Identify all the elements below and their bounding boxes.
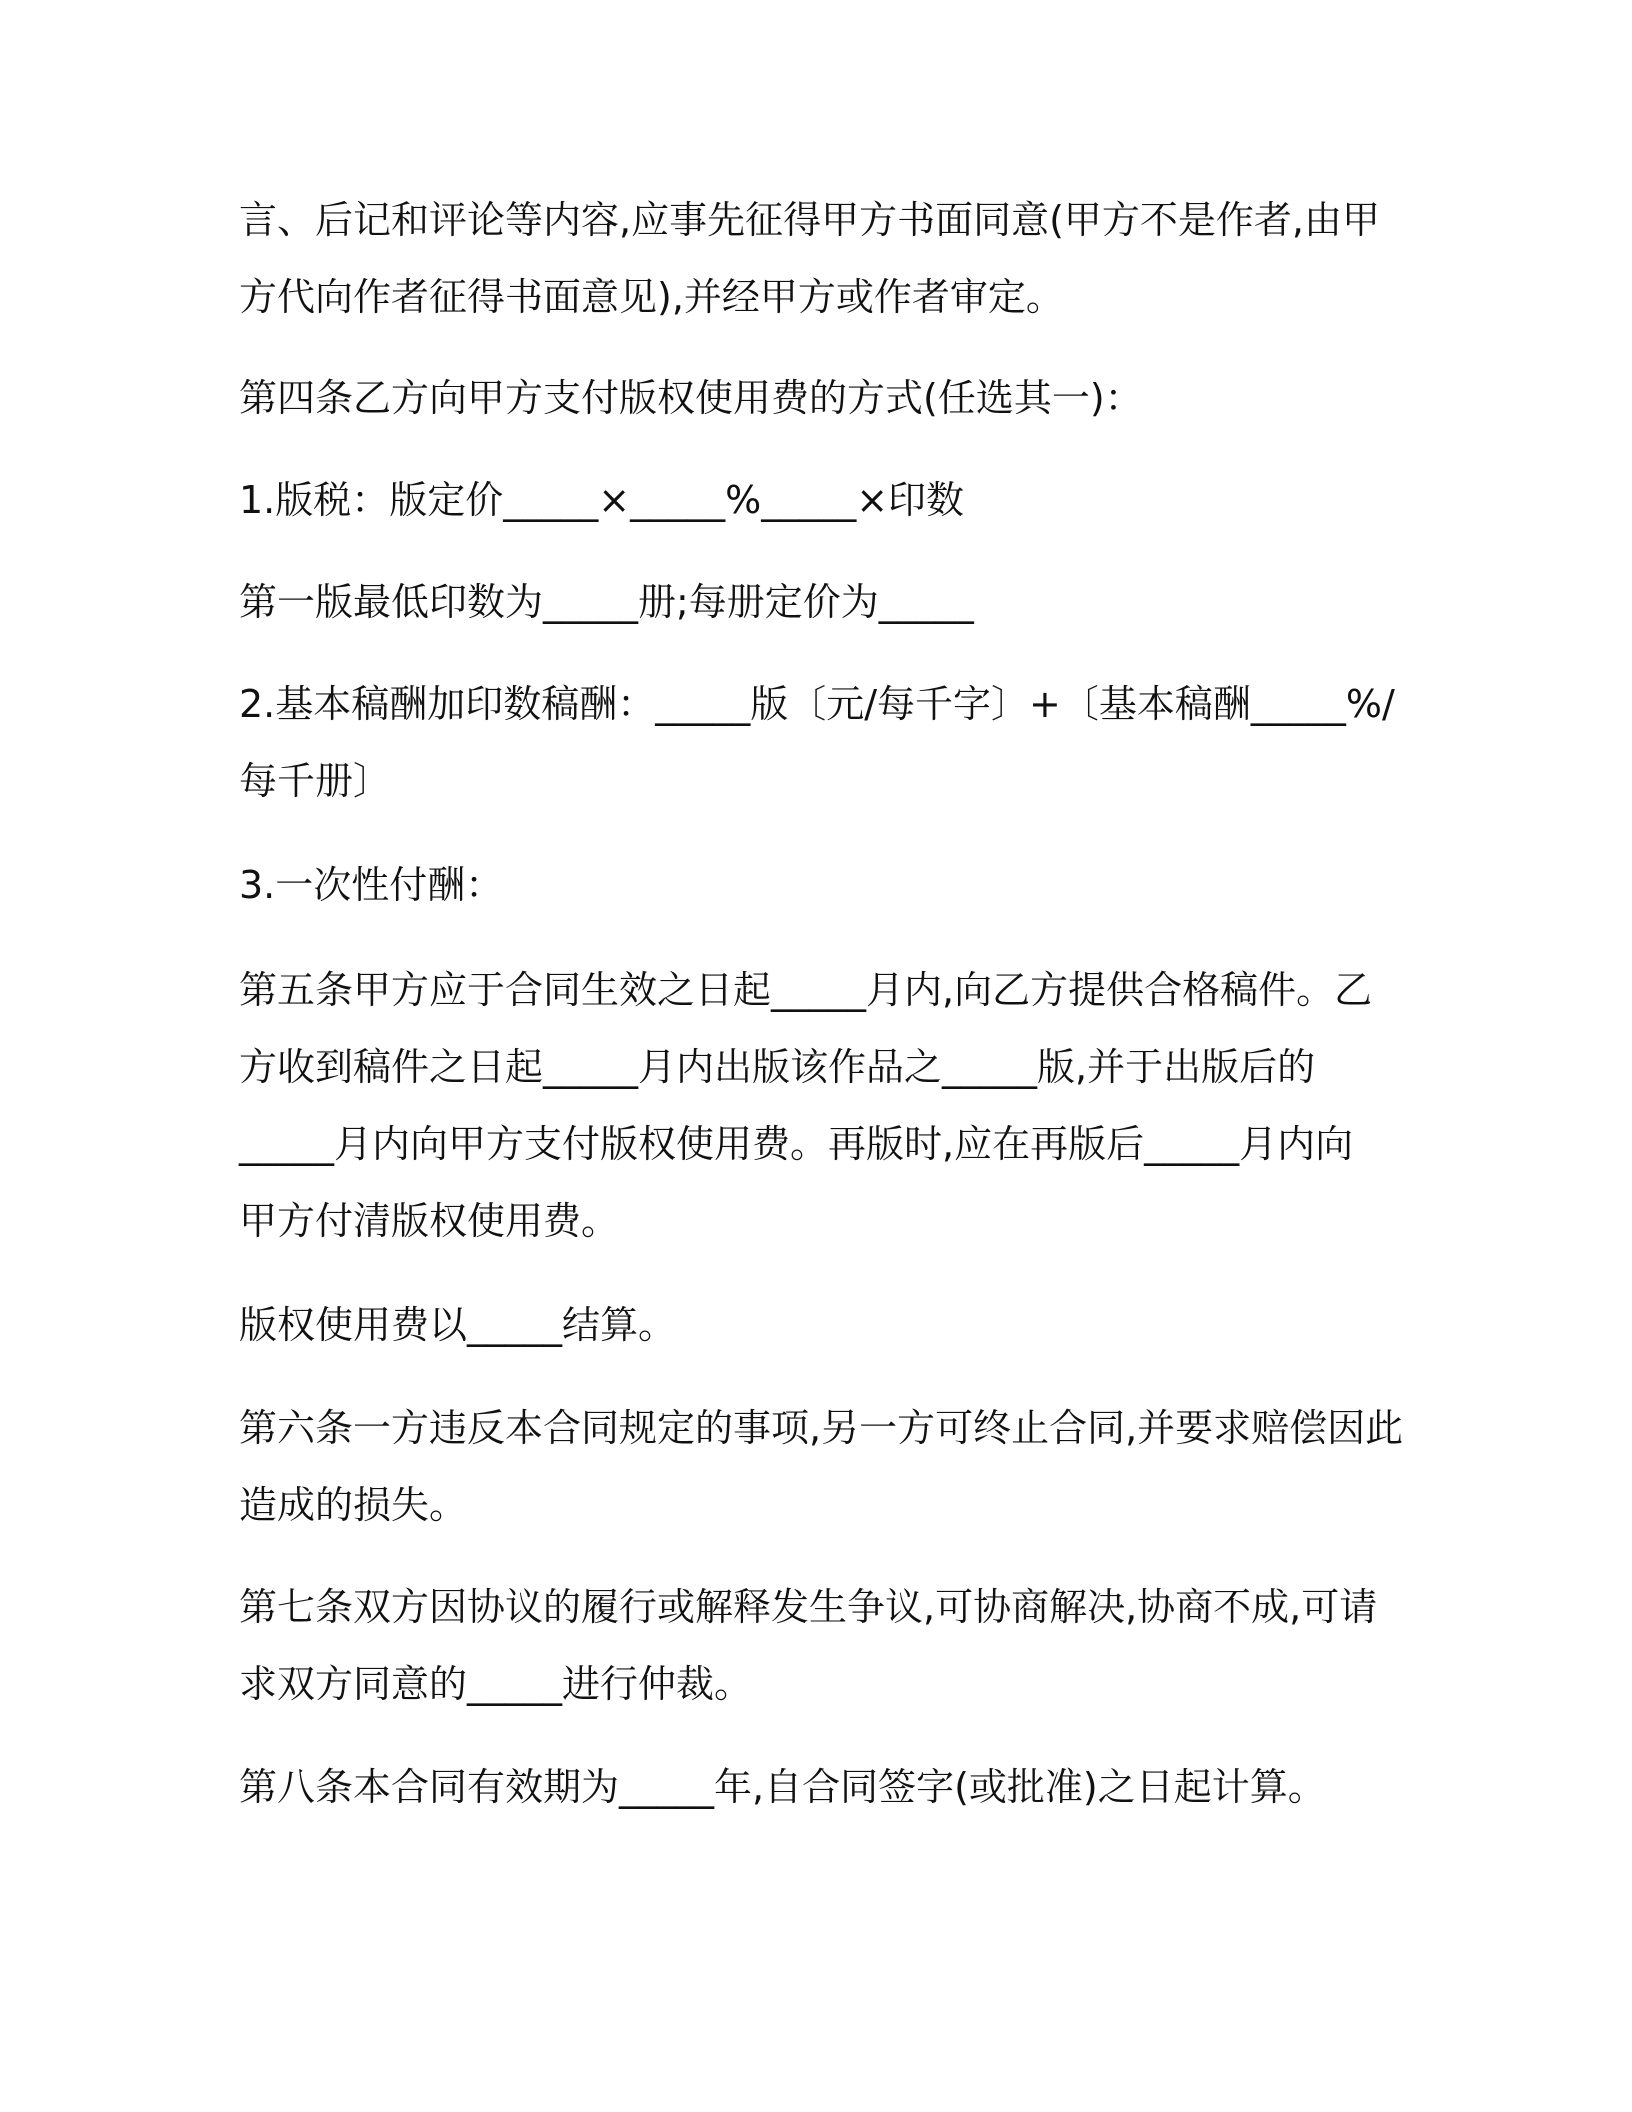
clause-3-continued-line-2: 方代向作者征得书面意见),并经甲方或作者审定。 bbox=[239, 275, 1064, 319]
clause-7-line-2: 求双方同意的_____进行仲裁。 bbox=[239, 1662, 753, 1706]
clause-6-line-2: 造成的损失。 bbox=[239, 1483, 468, 1527]
settlement-line: 版权使用费以_____结算。 bbox=[239, 1303, 677, 1347]
first-edition-print-run: 第一版最低印数为_____册;每册定价为_____ bbox=[239, 580, 974, 624]
clause-5-line-4: 甲方付清版权使用费。 bbox=[239, 1199, 620, 1243]
clause-5-line-3: _____月内向甲方支付版权使用费。再版时,应在再版后_____月内向 bbox=[239, 1122, 1354, 1166]
clause-5-line-1: 第五条甲方应于合同生效之日起_____月内,向乙方提供合格稿件。乙 bbox=[239, 968, 1373, 1012]
clause-6-line-1: 第六条一方违反本合同规定的事项,另一方可终止合同,并要求赔偿因此 bbox=[239, 1406, 1404, 1450]
clause-7-line-1: 第七条双方因协议的履行或解释发生争议,可协商解决,协商不成,可请 bbox=[239, 1585, 1378, 1629]
clause-4-heading: 第四条乙方向甲方支付版权使用费的方式(任选其一)： bbox=[239, 376, 1143, 420]
clause-3-continued-line-1: 言、后记和评论等内容,应事先征得甲方书面同意(甲方不是作者,由甲 bbox=[239, 198, 1380, 242]
option-2-line-1: 2.基本稿酬加印数稿酬：_____版〔元/每千字〕+〔基本稿酬_____%/ bbox=[239, 682, 1395, 726]
clause-8: 第八条本合同有效期为_____年,自合同签字(或批准)之日起计算。 bbox=[239, 1765, 1326, 1809]
option-3-lump-sum: 3.一次性付酬： bbox=[239, 863, 504, 907]
option-1-royalty: 1.版税：版定价_____×_____%_____×印数 bbox=[239, 478, 965, 522]
clause-5-line-2: 方收到稿件之日起_____月内出版该作品之_____版,并于出版后的 bbox=[239, 1045, 1316, 1089]
option-2-line-2: 每千册〕 bbox=[239, 759, 392, 803]
